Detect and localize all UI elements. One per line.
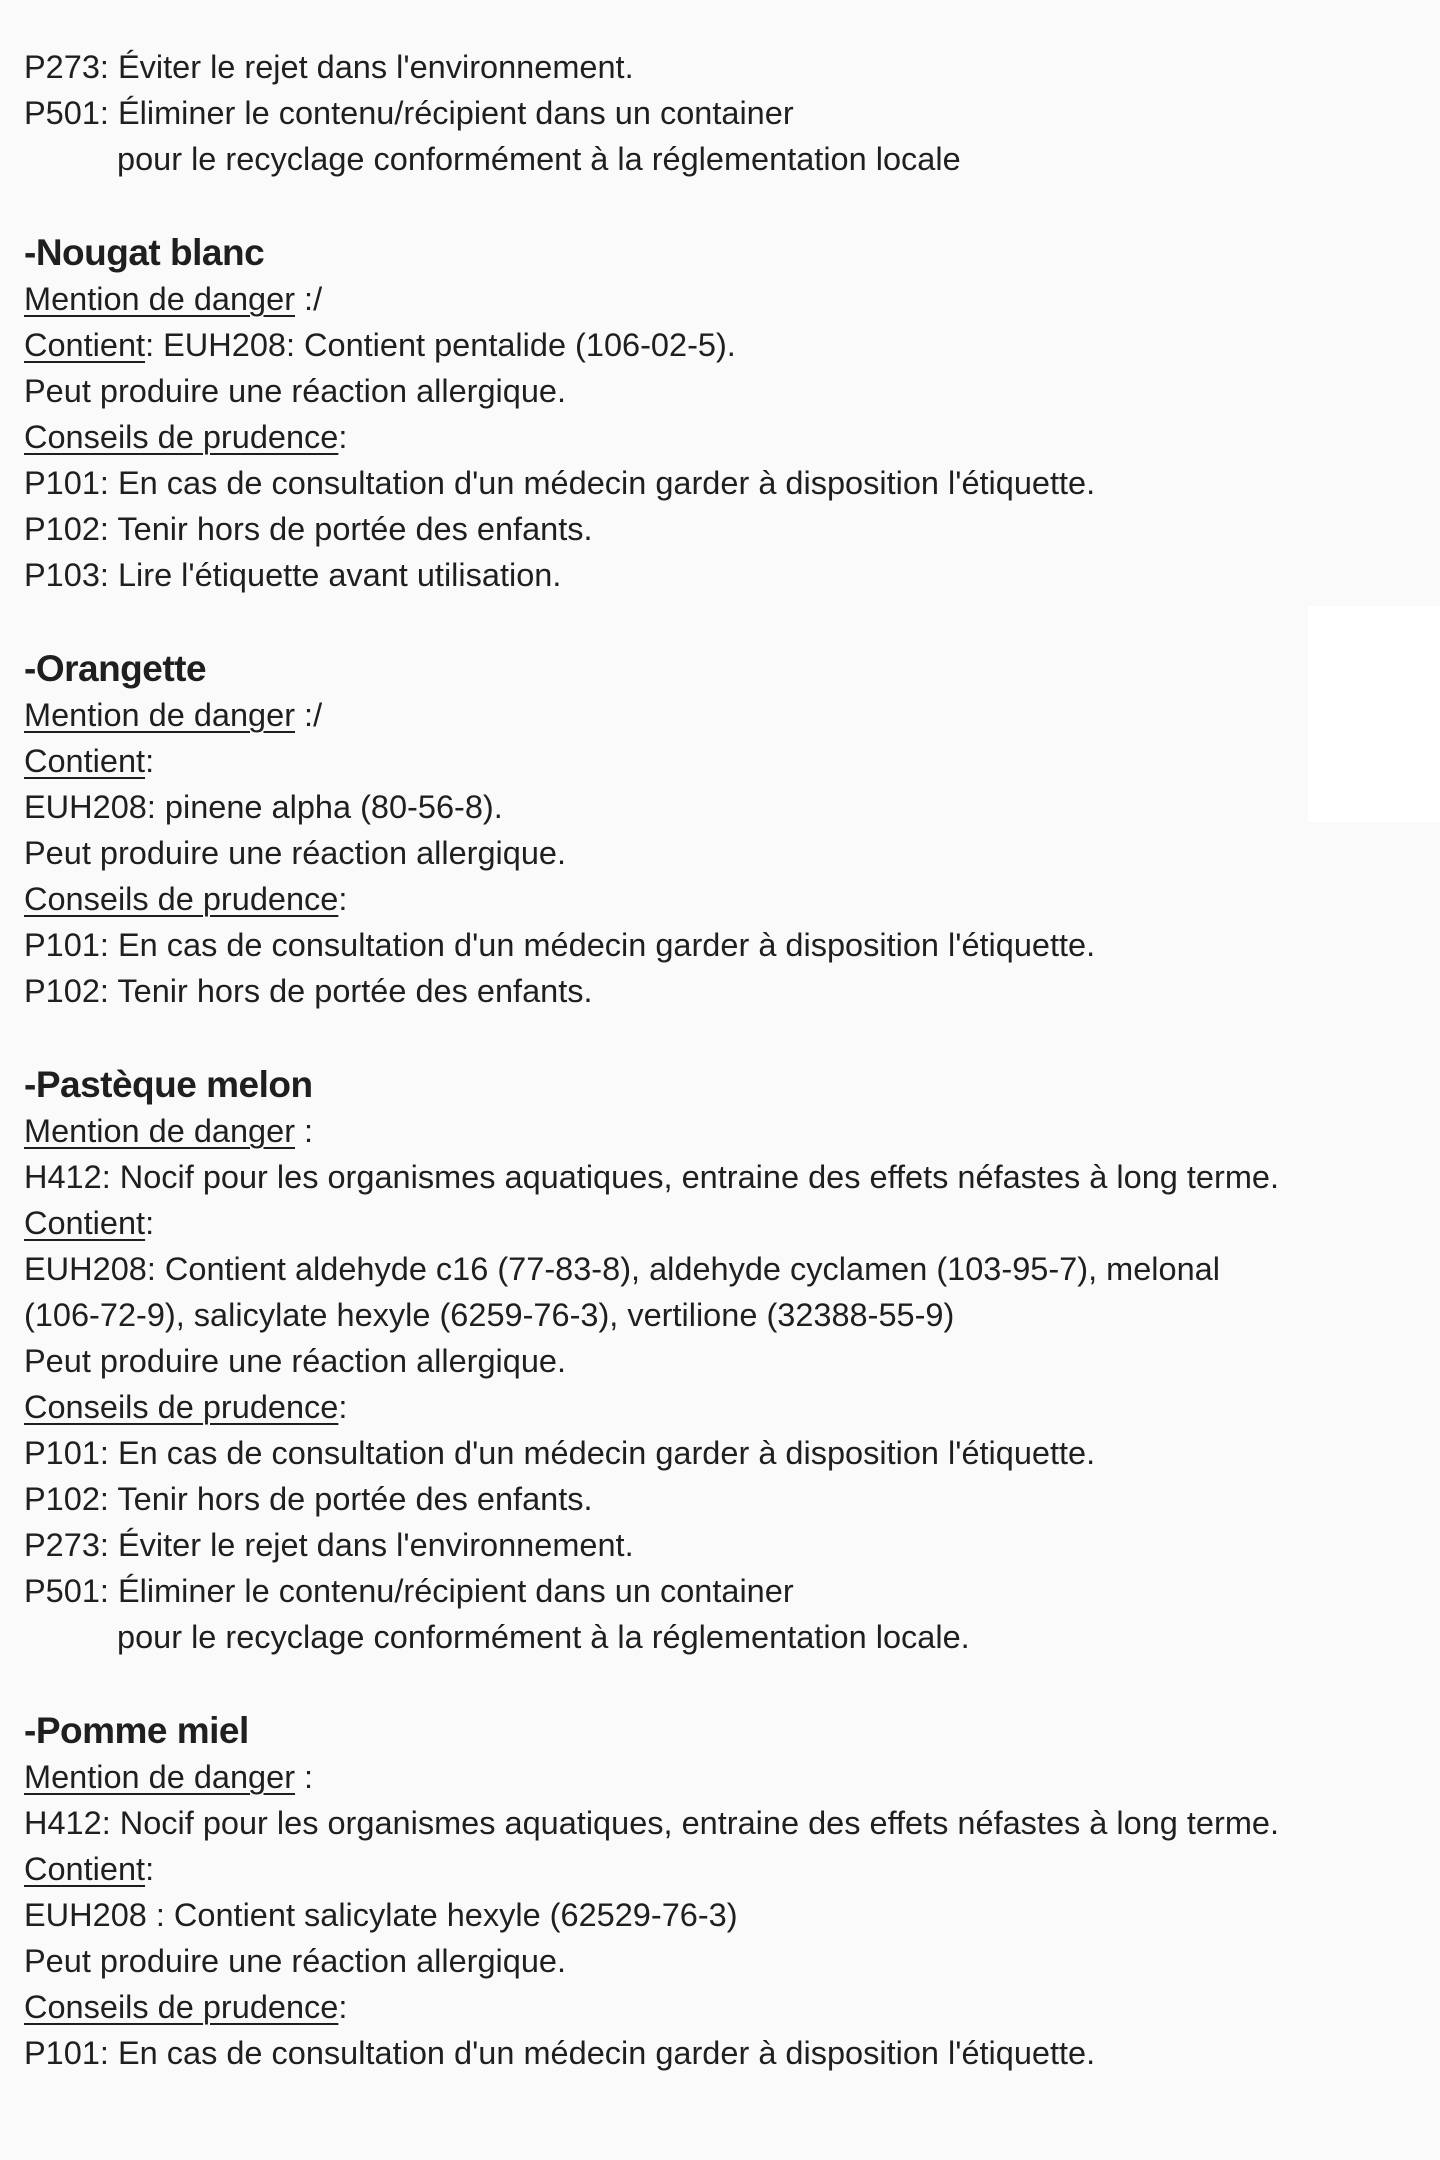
safety-document <box>24 44 1414 2076</box>
contient-line <box>24 1846 1414 1892</box>
contient-suffix: : <box>145 1205 155 1241</box>
contient-line <box>24 322 1414 368</box>
contient-suffix: : <box>145 743 155 779</box>
contient-text: : EUH208: Contient pentalide (106-02-5). <box>145 327 736 363</box>
statement-p102: P102: Tenir hors de portée des enfants. <box>24 973 593 1009</box>
conseils-suffix: : <box>338 1989 348 2025</box>
statement-p501-continuation: pour le recyclage conformément à la réglementation locale. <box>117 1619 970 1655</box>
mention-label: Mention de danger <box>24 697 296 733</box>
conseils-de-prudence <box>24 876 1414 922</box>
section-orangette <box>24 646 1414 1014</box>
contient-label: Contient <box>24 1205 146 1241</box>
mention-de-danger <box>24 276 1414 322</box>
statement-h412: H412: Nocif pour les organismes aquatiques, entraine des effets néfastes à long terme. <box>24 1159 1279 1195</box>
statement-p101: P101: En cas de consultation d'un médecin garder à disposition l'étiquette. <box>24 927 1096 963</box>
intro-section <box>24 44 1414 182</box>
statement-p101: P101: En cas de consultation d'un médecin garder à disposition l'étiquette. <box>24 2035 1096 2071</box>
intro-p273: P273: Éviter le rejet dans l'environnement. <box>24 49 634 85</box>
euh208-statement: EUH208 : Contient salicylate hexyle (62529-76-3) <box>24 1897 738 1933</box>
statement-p501: P501: Éliminer le contenu/récipient dans un container <box>24 1573 794 1609</box>
allergy-warning: Peut produire une réaction allergique. <box>24 835 567 871</box>
mention-de-danger <box>24 692 1414 738</box>
intro-p501: P501: Éliminer le contenu/récipient dans un container <box>24 95 794 131</box>
conseils-suffix: : <box>338 881 348 917</box>
conseils-label: Conseils de prudence <box>24 1989 339 2025</box>
contient-label: Contient <box>24 1851 146 1887</box>
contient-suffix: : <box>145 1851 155 1887</box>
allergy-warning: Peut produire une réaction allergique. <box>24 1343 567 1379</box>
mention-label: Mention de danger <box>24 1113 296 1149</box>
product-title: -Pastèque melon <box>24 1064 313 1105</box>
section-pasteque-melon <box>24 1062 1414 1660</box>
conseils-label: Conseils de prudence <box>24 881 339 917</box>
statement-p101: P101: En cas de consultation d'un médecin garder à disposition l'étiquette. <box>24 1435 1096 1471</box>
section-gap <box>24 182 1414 230</box>
contient-line <box>24 738 1414 784</box>
mention-de-danger <box>24 1108 1414 1154</box>
mention-label: Mention de danger <box>24 1759 296 1795</box>
mention-suffix: : <box>295 1759 314 1795</box>
euh208-statement-line1: EUH208: Contient aldehyde c16 (77-83-8), aldehyde cyclamen (103-95-7), melonal <box>24 1251 1220 1287</box>
mention-de-danger <box>24 1754 1414 1800</box>
conseils-suffix: : <box>338 419 348 455</box>
section-gap <box>24 598 1414 646</box>
statement-p103: P103: Lire l'étiquette avant utilisation. <box>24 557 562 593</box>
mention-suffix: :/ <box>295 697 323 733</box>
allergy-warning: Peut produire une réaction allergique. <box>24 1943 567 1979</box>
statement-p102: P102: Tenir hors de portée des enfants. <box>24 511 593 547</box>
mention-suffix: :/ <box>295 281 323 317</box>
conseils-suffix: : <box>338 1389 348 1425</box>
mention-label: Mention de danger <box>24 281 296 317</box>
mention-suffix: : <box>295 1113 314 1149</box>
contient-label: Contient <box>24 743 146 779</box>
contient-line <box>24 1200 1414 1246</box>
section-nougat-blanc <box>24 230 1414 598</box>
intro-p501-continuation: pour le recyclage conformément à la réglementation locale <box>117 141 961 177</box>
conseils-de-prudence <box>24 414 1414 460</box>
section-pomme-miel <box>24 1708 1414 2076</box>
allergy-warning: Peut produire une réaction allergique. <box>24 373 567 409</box>
conseils-label: Conseils de prudence <box>24 419 339 455</box>
product-title: -Orangette <box>24 648 207 689</box>
euh208-statement: EUH208: pinene alpha (80-56-8). <box>24 789 503 825</box>
contient-label: Contient <box>24 327 146 363</box>
conseils-de-prudence <box>24 1384 1414 1430</box>
statement-p101: P101: En cas de consultation d'un médecin garder à disposition l'étiquette. <box>24 465 1096 501</box>
product-title: -Nougat blanc <box>24 232 265 273</box>
statement-p273: P273: Éviter le rejet dans l'environnement. <box>24 1527 634 1563</box>
section-gap <box>24 1014 1414 1062</box>
product-title: -Pomme miel <box>24 1710 249 1751</box>
statement-p102: P102: Tenir hors de portée des enfants. <box>24 1481 593 1517</box>
section-gap <box>24 1660 1414 1708</box>
conseils-label: Conseils de prudence <box>24 1389 339 1425</box>
conseils-de-prudence <box>24 1984 1414 2030</box>
statement-h412: H412: Nocif pour les organismes aquatiques, entraine des effets néfastes à long terme. <box>24 1805 1279 1841</box>
euh208-statement-line2: (106-72-9), salicylate hexyle (6259-76-3), vertilione (32388-55-9) <box>24 1297 955 1333</box>
